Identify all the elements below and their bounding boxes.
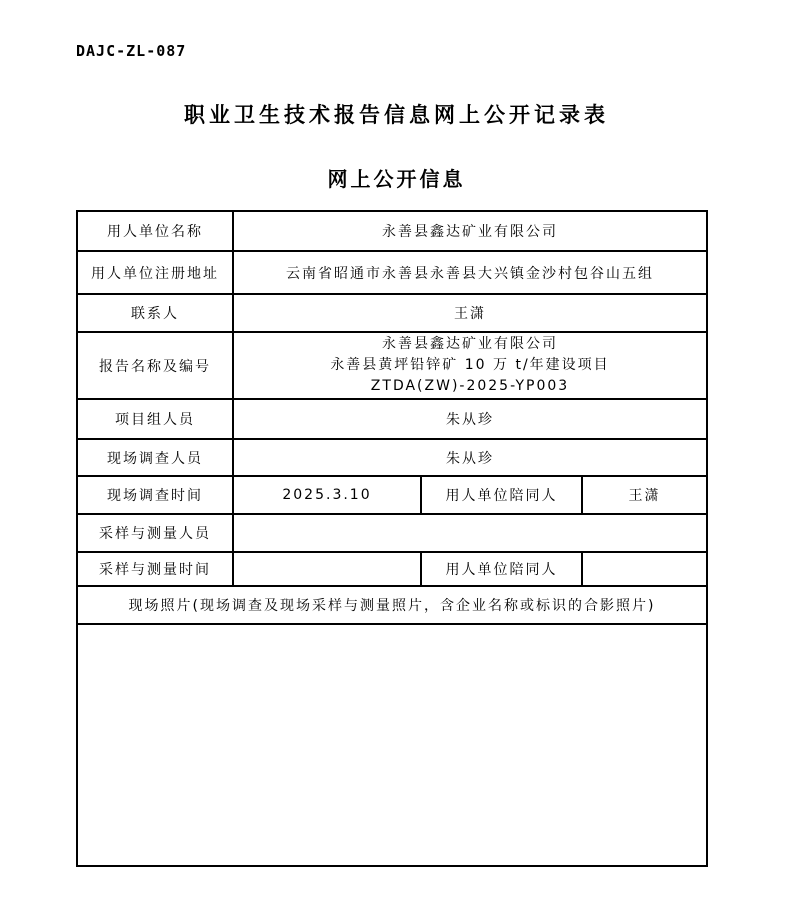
report-value <box>233 332 707 399</box>
contact-value: 王潇 <box>233 294 707 332</box>
sampling-staff-label: 采样与测量人员 <box>77 514 233 552</box>
survey-companion-label: 用人单位陪同人 <box>421 476 582 514</box>
table-row-survey-time <box>77 476 707 514</box>
photos-note: 现场照片(现场调查及现场采样与测量照片，含企业名称或标识的合影照片) <box>77 586 707 624</box>
form-table <box>76 210 708 867</box>
sampling-staff-value <box>233 514 707 552</box>
page-title: 职业卫生技术报告信息网上公开记录表 <box>184 103 609 127</box>
survey-staff-label: 现场调查人员 <box>77 439 233 476</box>
table-row-sampling-staff <box>77 514 707 552</box>
employer-address-label: 用人单位注册地址 <box>77 251 233 294</box>
table-row-employer-name <box>77 211 707 251</box>
table-row-contact <box>77 294 707 332</box>
employer-name-value: 永善县鑫达矿业有限公司 <box>233 211 707 251</box>
contact-label: 联系人 <box>77 294 233 332</box>
table-row-photo-area <box>77 624 707 866</box>
survey-staff-value: 朱从珍 <box>233 439 707 476</box>
table-row-survey-staff <box>77 439 707 476</box>
sampling-companion-label: 用人单位陪同人 <box>421 552 582 586</box>
report-value-line3: ZTDA(ZW)-2025-YP003 <box>370 378 570 394</box>
page-subtitle: 网上公开信息 <box>327 167 466 191</box>
survey-companion-value: 王潇 <box>582 476 707 514</box>
photo-area-cell <box>77 624 707 866</box>
employer-address-value: 云南省昭通市永善县永善县大兴镇金沙村包谷山五组 <box>233 251 707 294</box>
table-row-photos-note <box>77 586 707 624</box>
sampling-time-label: 采样与测量时间 <box>77 552 233 586</box>
table-row-employer-address <box>77 251 707 294</box>
sampling-companion-value <box>582 552 707 586</box>
table-row-project-team <box>77 399 707 439</box>
survey-time-label: 现场调查时间 <box>77 476 233 514</box>
sampling-time-value <box>233 552 421 586</box>
employer-name-label: 用人单位名称 <box>77 211 233 251</box>
report-value-line1: 永善县鑫达矿业有限公司 <box>382 336 558 352</box>
report-value-line2: 永善县黄坪铅锌矿 10 万 t/年建设项目 <box>330 357 610 373</box>
table-row-report <box>77 332 707 399</box>
project-team-label: 项目组人员 <box>77 399 233 439</box>
report-label: 报告名称及编号 <box>77 332 233 399</box>
table-row-sampling-time <box>77 552 707 586</box>
project-team-value: 朱从珍 <box>233 399 707 439</box>
survey-time-value: 2025.3.10 <box>233 476 421 514</box>
doc-code: DAJC-ZL-087 <box>76 42 187 60</box>
